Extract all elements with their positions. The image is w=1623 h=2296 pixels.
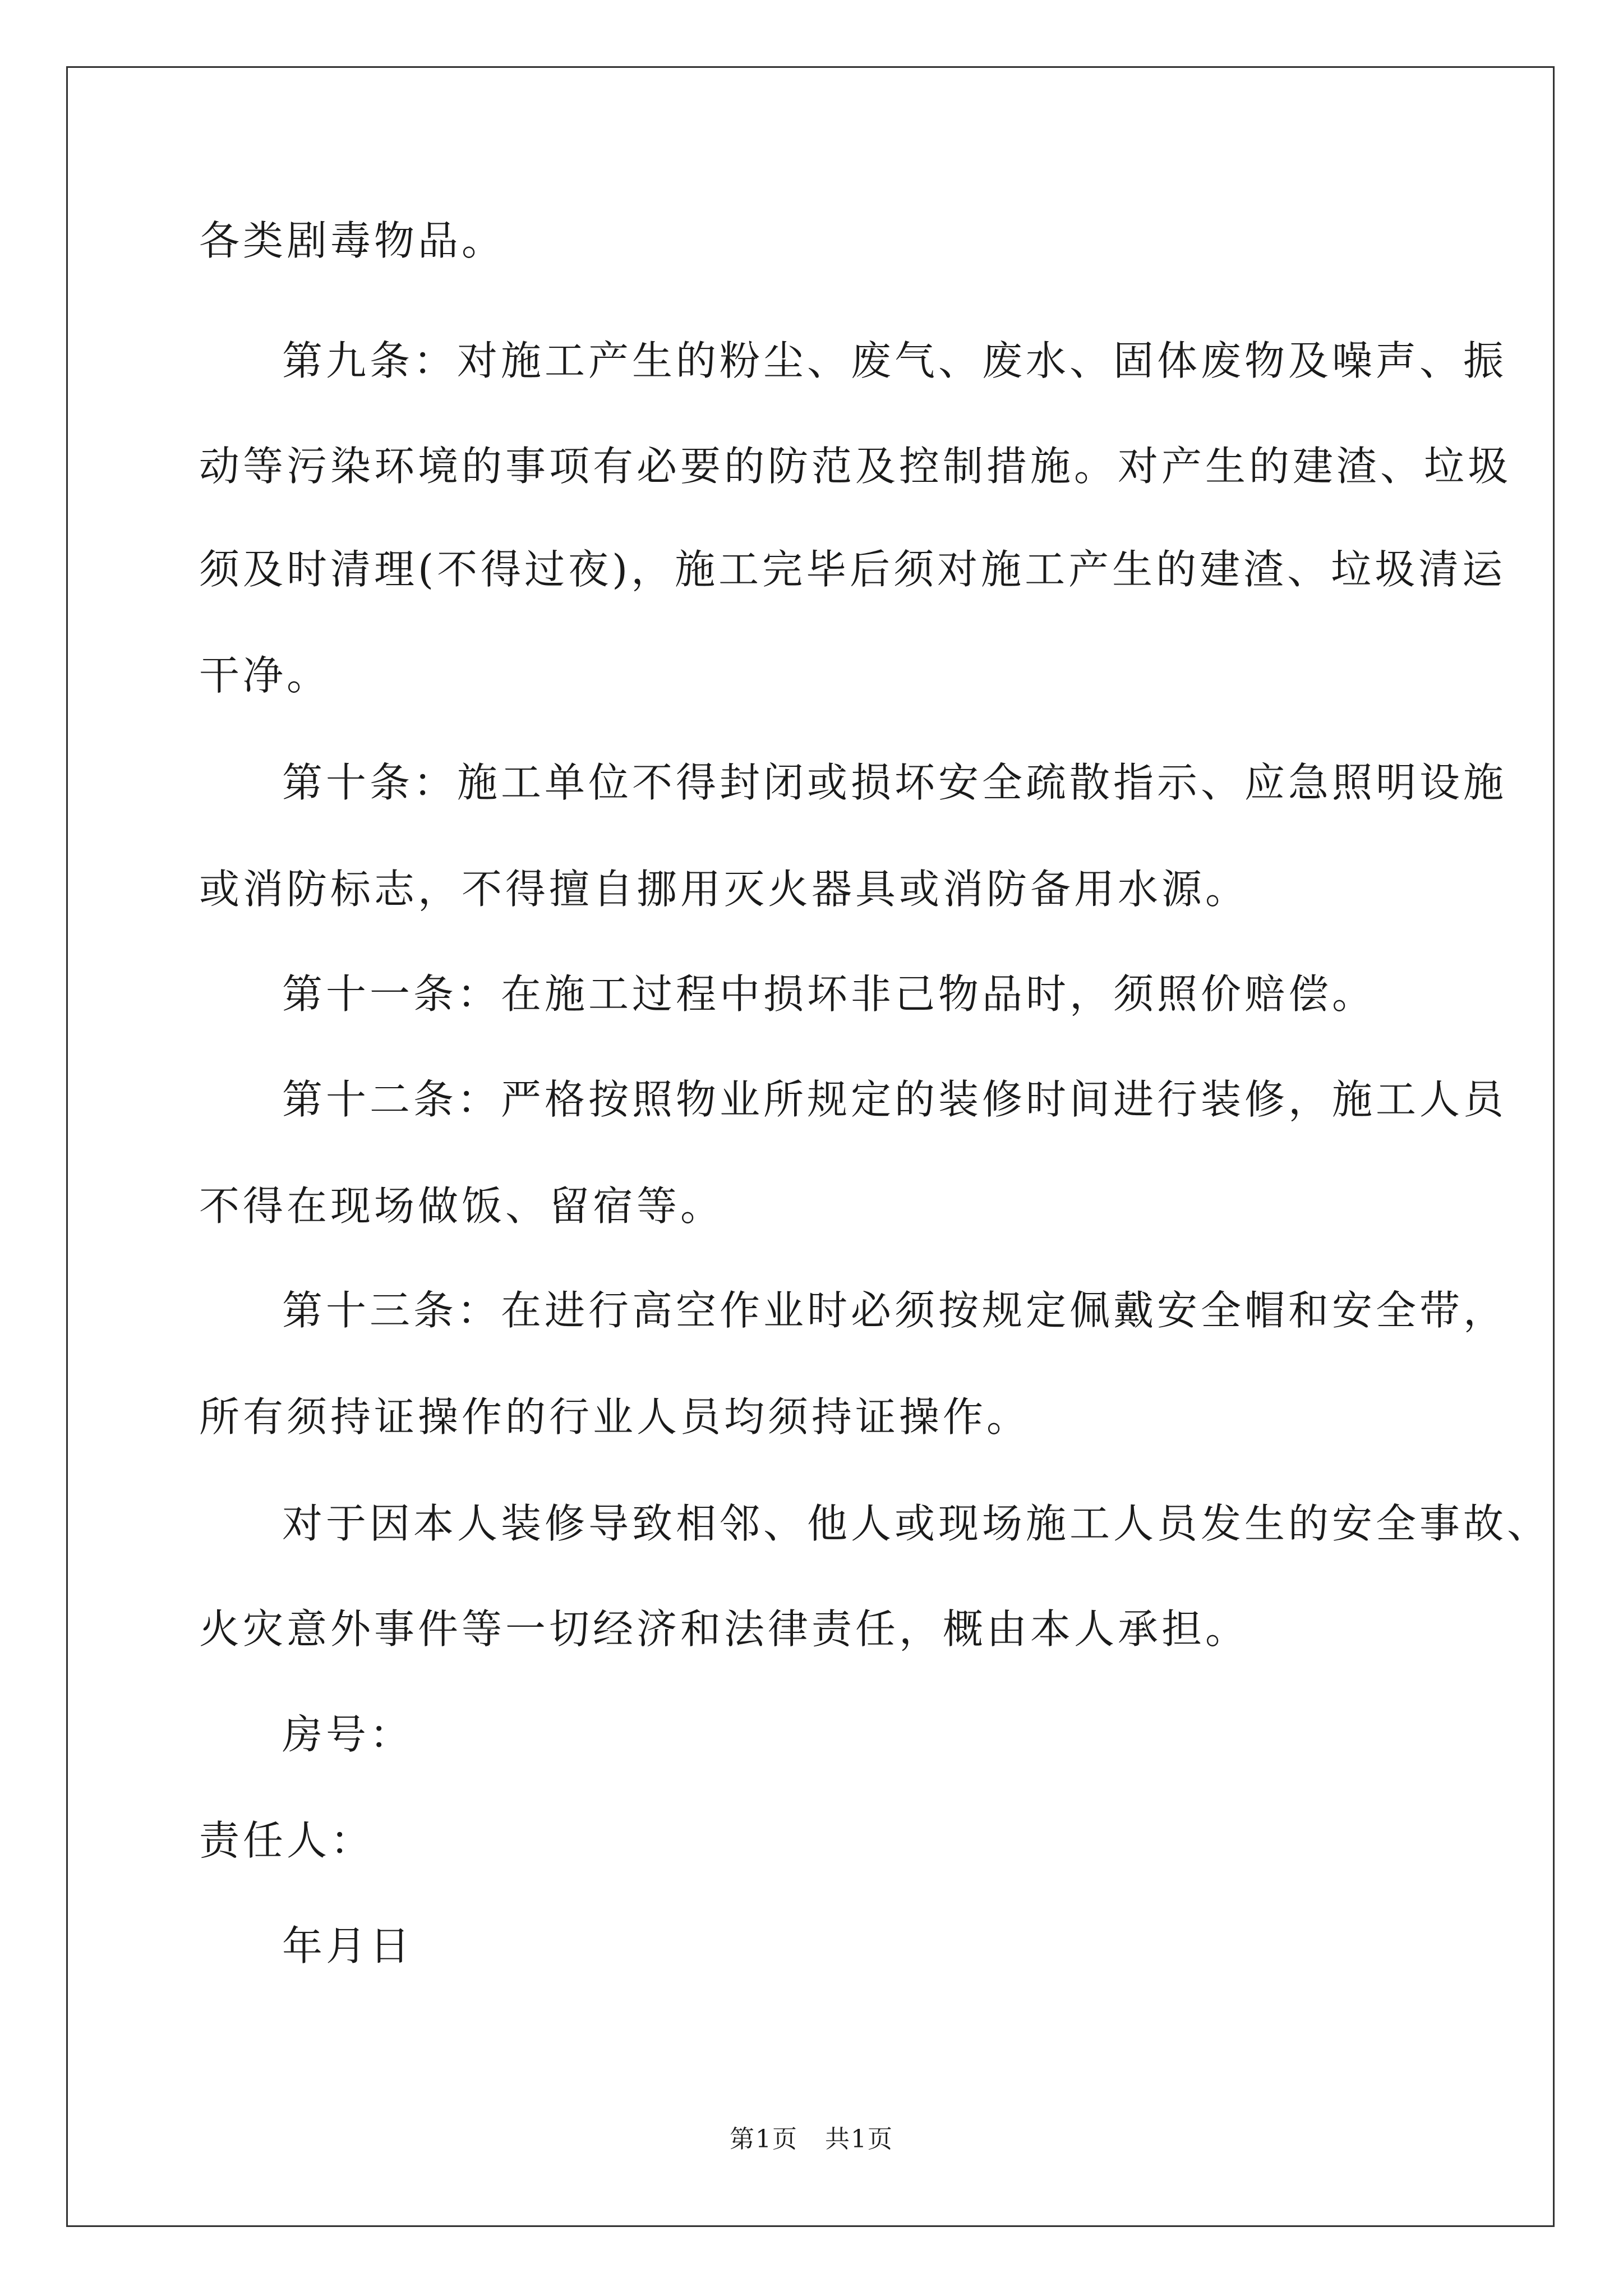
page-border bbox=[66, 66, 1555, 2227]
date-label: 年月日 bbox=[282, 1922, 414, 1970]
text-line: 或消防标志，不得擅自挪用灭火器具或消防备用水源。 bbox=[199, 866, 1249, 913]
text-line: 须及时清理(不得过夜)，施工完毕后须对施工产生的建渣、垃圾清运 bbox=[199, 546, 1506, 593]
article-9-line: 第九条：对施工产生的粉尘、废气、废水、固体废物及噪声、振 bbox=[282, 337, 1507, 384]
article-12-line: 第十二条：严格按照物业所规定的装修时间进行装修，施工人员 bbox=[282, 1076, 1507, 1123]
text-line: 各类剧毒物品。 bbox=[199, 217, 506, 264]
responsible-person-label: 责任人： bbox=[199, 1817, 375, 1864]
text-line: 动等污染环境的事项有必要的防范及控制措施。对产生的建渣、垃圾 bbox=[199, 443, 1512, 490]
article-11-line: 第十一条：在施工过程中损坏非己物品时，须照价赔偿。 bbox=[282, 970, 1376, 1018]
liability-line: 对于因本人装修导致相邻、他人或现场施工人员发生的安全事故、 bbox=[282, 1500, 1551, 1547]
page-footer bbox=[0, 2127, 1623, 2152]
text-line: 所有须持证操作的行业人员均须持证操作。 bbox=[199, 1393, 1031, 1441]
room-number-label: 房号： bbox=[282, 1711, 414, 1758]
article-10-line: 第十条：施工单位不得封闭或损坏安全疏散指示、应急照明设施 bbox=[282, 759, 1507, 806]
article-13-line: 第十三条：在进行高空作业时必须按规定佩戴安全帽和安全带， bbox=[282, 1287, 1507, 1334]
page-number: 第1页 bbox=[730, 2125, 798, 2154]
page-total: 共1页 bbox=[825, 2125, 893, 2154]
text-line: 不得在现场做饭、留宿等。 bbox=[199, 1182, 725, 1230]
text-line: 干净。 bbox=[199, 652, 331, 699]
text-line: 火灾意外事件等一切经济和法律责任，概由本人承担。 bbox=[199, 1605, 1249, 1653]
